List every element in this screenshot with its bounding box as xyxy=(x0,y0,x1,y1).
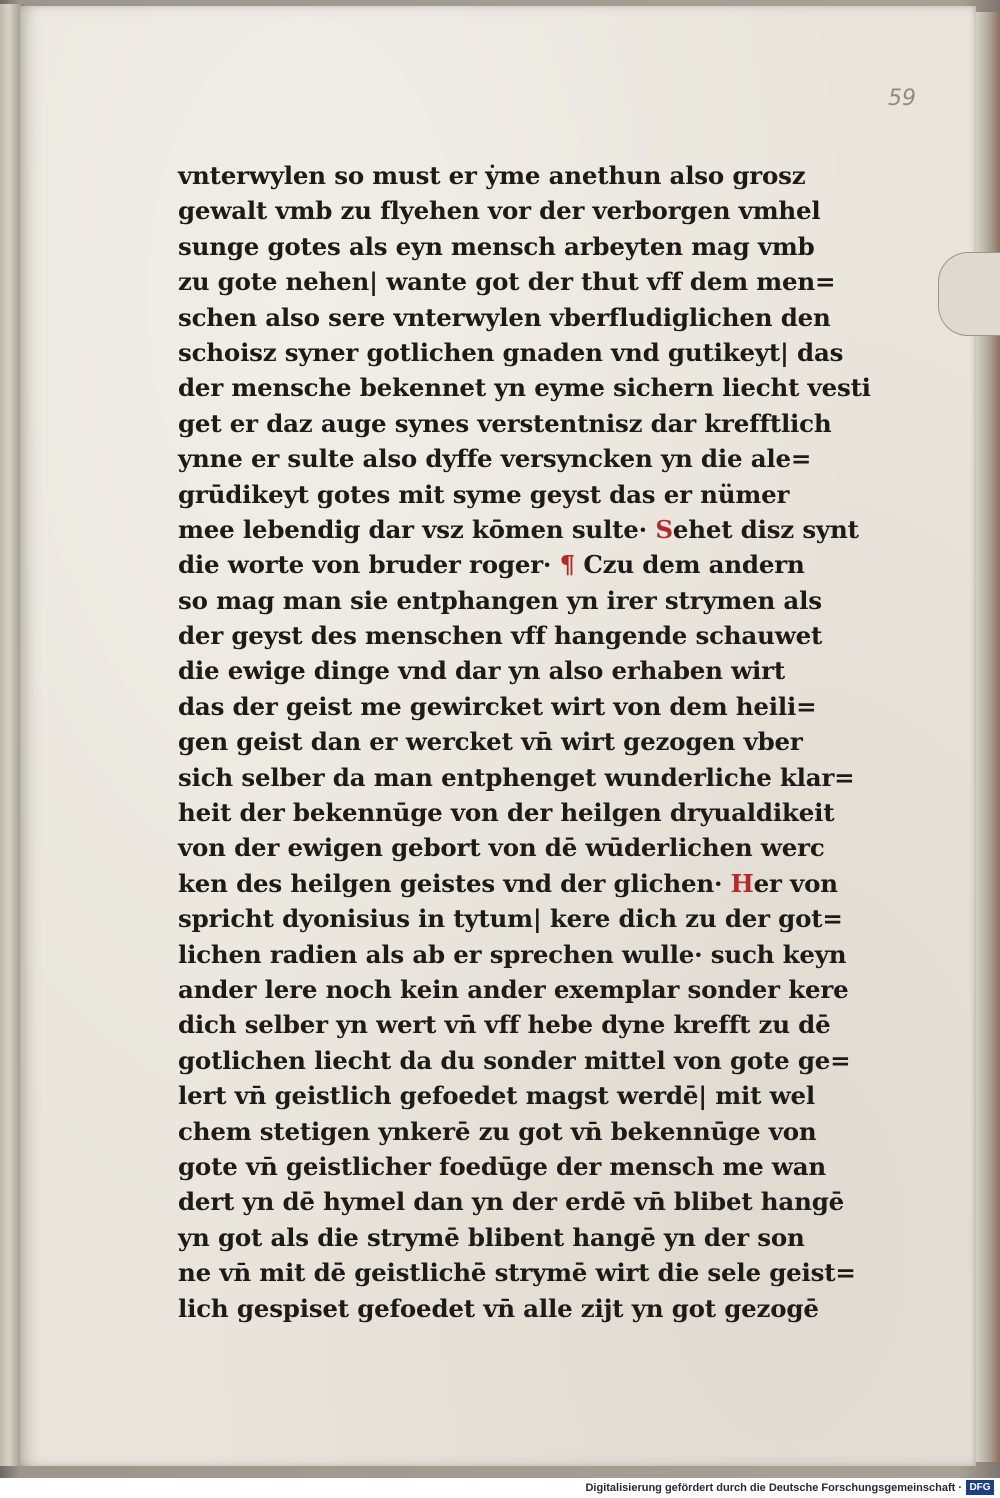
line-segment: schoisz syner gotlichen gnaden vnd gutikeyt| das xyxy=(178,337,844,367)
text-line xyxy=(178,937,847,972)
line-segment: gotlichen liecht da du sonder mittel von gote ge= xyxy=(178,1045,851,1075)
incunable-text-block xyxy=(178,158,871,1326)
page-edge xyxy=(976,12,1000,1462)
text-line xyxy=(178,724,802,759)
text-line xyxy=(178,689,817,724)
text-line xyxy=(178,583,822,618)
line-segment: sich selber da man entphenget wunderliche klar= xyxy=(178,762,855,792)
text-line xyxy=(178,335,844,370)
folio-number: 59 xyxy=(888,86,916,111)
text-line xyxy=(178,830,825,865)
text-line xyxy=(178,158,806,193)
text-line xyxy=(178,1043,851,1078)
page-clip xyxy=(938,252,1000,336)
text-line xyxy=(178,618,823,653)
text-line xyxy=(178,901,843,936)
text-line xyxy=(178,1220,805,1255)
line-segment: heit der bekennūge von der heilgen dryualdikeit xyxy=(178,798,835,828)
funding-credit: Digitalisierung gefördert durch die Deutsche Forschungsgemeinschaft · xyxy=(585,1482,962,1494)
line-segment: der geyst des menschen vff hangende schauwet xyxy=(178,621,823,651)
line-segment: ehet disz synt xyxy=(672,514,859,544)
line-segment: schen also sere vnterwylen vberfludiglichen den xyxy=(178,302,831,332)
line-segment: grūdikeyt gotes mit syme geyst das er nümer xyxy=(178,479,790,509)
text-line xyxy=(178,1291,819,1326)
text-line xyxy=(178,1007,831,1042)
line-segment: gote vn̄ geistlicher foedūge der mensch me wan xyxy=(178,1151,827,1181)
line-segment: lichen radien als ab er sprechen wulle· such keyn xyxy=(178,939,847,969)
line-segment: die ewige dinge vnd dar yn also erhaben wirt xyxy=(178,656,785,686)
line-segment: zu gote nehen| wante got der thut vff dem men= xyxy=(178,267,836,297)
line-segment: das der geist me gewircket wirt von dem heili= xyxy=(178,691,817,721)
text-line xyxy=(178,512,859,547)
text-line xyxy=(178,1255,856,1290)
text-line xyxy=(178,1149,827,1184)
line-segment: der mensche bekennet yn eyme sichern liecht vesti xyxy=(178,373,871,403)
line-segment: ander lere noch kein ander exemplar sonder kere xyxy=(178,974,849,1004)
text-line xyxy=(178,370,871,405)
line-segment: chem stetigen ynkerē zu got vn̄ bekennūge von xyxy=(178,1116,817,1146)
line-segment: gewalt vmb zu flyehen vor der verborgen vmhel xyxy=(178,196,821,226)
text-line xyxy=(178,866,838,901)
line-segment: Czu dem andern xyxy=(583,550,805,580)
line-segment: die worte von bruder roger· xyxy=(178,550,560,580)
line-segment: yn got als die strymē blibent hangē yn der son xyxy=(178,1222,805,1252)
text-line xyxy=(178,300,831,335)
dfg-logo: DFG xyxy=(966,1480,994,1495)
text-line xyxy=(178,1114,817,1149)
text-line xyxy=(178,477,802,512)
rubricated-initial: S xyxy=(655,514,673,544)
line-segment: er von xyxy=(753,868,838,898)
line-segment: gen geist dan er wercket vn̄ wirt gezogen vber xyxy=(178,727,803,757)
line-segment: dich selber yn wert vn̄ vff hebe dyne krefft zu dē xyxy=(178,1010,831,1040)
text-line xyxy=(178,1078,815,1113)
line-segment: von der ewigen gebort von dē wūderlichen werc xyxy=(178,833,825,863)
text-line xyxy=(178,406,832,441)
text-line xyxy=(178,1184,845,1219)
text-line xyxy=(178,441,812,476)
rubricated-initial: H xyxy=(730,868,754,898)
text-line xyxy=(178,229,815,264)
line-segment: sunge gotes als eyn mensch arbeyten mag vmb xyxy=(178,231,815,261)
text-line xyxy=(178,795,835,830)
line-segment: get er daz auge synes verstentnisz dar krefftlich xyxy=(178,408,832,438)
text-line xyxy=(178,547,805,582)
line-segment: lert vn̄ geistlich gefoedet magst werdē| mit wel xyxy=(178,1081,815,1111)
rubricated-initial: ¶ xyxy=(559,550,584,580)
text-line xyxy=(178,264,836,299)
text-line xyxy=(178,760,855,795)
text-line xyxy=(178,193,821,228)
line-segment: spricht dyonisius in tytum| kere dich zu der got= xyxy=(178,904,843,934)
line-segment: mee lebendig dar vsz kōmen sulte· xyxy=(178,514,656,544)
line-segment: ne vn̄ mit dē geistlichē strymē wirt die sele geist= xyxy=(178,1258,856,1288)
line-segment: so mag man sie entphangen yn irer strymen als xyxy=(178,585,822,615)
line-segment: dert yn dē hymel dan yn der erdē vn̄ blibet hangē xyxy=(178,1187,845,1217)
line-segment: ken des heilgen geistes vnd der glichen· xyxy=(178,868,731,898)
line-segment: vnterwylen so must er ẏme anethun also grosz xyxy=(178,161,806,190)
line-segment: lich gespiset gefoedet vn̄ alle zijt yn got gezogē xyxy=(178,1293,819,1323)
text-line xyxy=(178,972,849,1007)
line-segment: ynne er sulte also dyffe versyncken yn die ale= xyxy=(178,444,812,474)
text-line xyxy=(178,653,802,688)
